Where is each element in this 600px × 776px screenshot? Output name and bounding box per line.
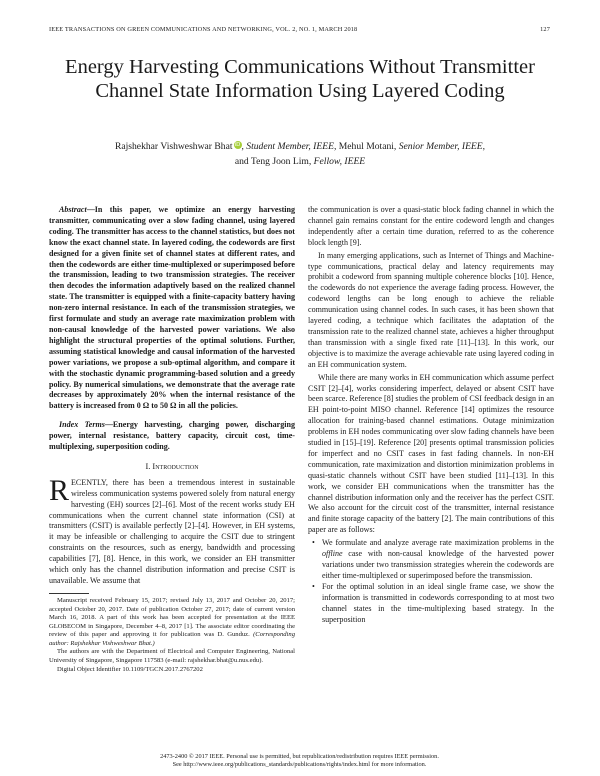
author-name: Teng Joon Lim, [248,156,312,167]
contribution-item [322,538,554,582]
emphasis-offline: offline [322,549,343,559]
copyright-footer [49,753,550,769]
page-number: 127 [540,26,550,33]
running-header [49,26,550,33]
index-terms [49,420,295,453]
section-title: Introduction [152,461,199,471]
abstract-text: —In this paper, we optimize an energy harvesting transmitter, communicating over a slow fading channel, using layered coding. The transmitter has access to the channel statistics, but does not know the exact channel state. In layered coding, the codewords are first designed for a given finite set of channel states at different rates, and then the codewords are either time-multiplexed or superimposed before the transmission, leading to two transmission strategies. The receiver then decodes the information adaptively based on the realized channel state. The transmitter is equipped with a finite-capacity battery having non-zero internal resistance. In each of the transmission strategies, we first formulate and study an average rate maximization problem with non-causal knowledge of the harvested power variations. We also highlight the structural properties of the optimal solutions. Further, assuming statistical knowledge and causal information of the harvested power variations, we propose a sub-optimal algorithm, and compare it with the stochastic dynamic programming-based solution and a greedy policy. By numerical simulations, we demonstrate that the average rate decreases by approximately 20% when the internal resistance of the battery is increased from 0 Ω to 50 Ω in all the policies. [49,205,295,411]
abstract-label: Abstract [59,205,87,214]
footnote-manuscript [49,597,295,649]
footnote-text: Manuscript received February 15, 2017; revised July 13, 2017 and October 20, 2017; accepted October 20, 2017. Date of publication October 27, 2017; date of current version March 16, 2018. A part of this work has been accepted for presentation at the IEEE GLOBECOM in Singapore, December 4–8, 2017 [1]. The associate editor coordinating the review of this paper and approving it for publication was D. Gunduz. [49,596,295,639]
author-name: Rajshekhar Vishweshwar Bhat [114,141,233,152]
index-terms-label: Index Terms [59,420,105,430]
section-heading-introduction [49,462,295,473]
intro-paragraph [49,473,295,587]
abstract [49,205,295,412]
orcid-icon[interactable]: iD [234,142,241,148]
left-column [49,205,295,674]
body-paragraph: In many emerging applications, such as Internet of Things and Machine-type communications, practical delay and latency requirements may prohibit a codeword from spanning multiple coherence blocks [10]. Hence, the codewords do not experience the average fading process. However, the codeword lengths can be long enough to achieve the reliable communication using channel codes. In such cases, it has been shown that layered coding, a technique which facilitates the adaptation of the transmission rate to the realized channel state, achieves a higher throughput than transmission with a single fixed rate [11]–[13]. In this work, our objective is to maximize the average achievable rate using layered coding in an EH communication system. [308,250,554,369]
copyright-line: 2473-2400 © 2017 IEEE. Personal use is permitted, but republication/redistribution requires IEEE permission. [160,753,439,760]
contributions-list [308,538,554,625]
journal-running-title: IEEE TRANSACTIONS ON GREEN COMMUNICATIONS AND NETWORKING, VOL. 2, NO. 1, MARCH 2018 [49,26,358,33]
contribution-text: case with non-causal knowledge of the harvested power variations under two transmission strategies wherein the codewords are either time-multiplexed or superimposed before the transmission. [322,549,554,580]
intro-lead-word: ECENTLY, [71,477,108,487]
drop-cap: R [49,473,70,507]
corresponding-author-note: (Corresponding author: Rajshekhar Vishweshwar Bhat.) [49,631,295,647]
contribution-text: We formulate and analyze average rate maximization problems in the [322,538,554,548]
rights-link-line[interactable]: See http://www.ieee.org/publications_standards/publications/rights/index.html for more information. [172,761,427,769]
body-paragraph: the communication is over a quasi-static block fading channel in which the channel gain remains constant for the entire codeword length and changes independently after a certain time duration, referred to as the coherence block length [9]. [308,205,554,247]
author-membership: Senior Member, IEEE, [396,141,486,152]
paper-title: Energy Harvesting Communications Without Transmitter Channel State Information Using Layered Coding [65,56,535,102]
author-conjunction: and [234,156,249,167]
author-name: Mehul Motani, [336,141,397,152]
footnote-doi[interactable]: Digital Object Identifier 10.1109/TGCN.2017.2767202 [57,665,203,673]
index-terms-text: —Energy harvesting, charging power, discharging power, internal resistance, battery capacity, circuit cost, time-multiplexing, superposition coding. [49,420,296,452]
intro-text: there has been a tremendous interest in sustainable wireless communication systems powered solely from natural energy harvesting (EH) sources [2]–[6]. Most of the recent works study EH communications when the current channel state information (CSI) at transmitters (CSIT) is available perfectly [2]–[4]. However, in EH systems, it may be infeasible or challenging to acquire the CSIT due to stringent constraints on the resources, such as energy, bandwidth and processing capabilities [7], [8]. Hence, in this work, we consider an EH transmitter which only has the channel distribution information and precise CSIT is unavailable. We assume that [49,477,295,585]
author-list [40,139,560,169]
contribution-text: For the optimal solution in an ideal single frame case, we show the information is transmitted in codewords corresponding to at most two channel states in the time-multiplexing based strategy. In the superposition [322,581,554,624]
section-numeral: I. [145,461,153,471]
right-column [308,205,554,625]
author-membership: , Student Member, IEEE, [241,141,337,152]
contribution-item [322,582,554,626]
footnote-affiliation: The authors are with the Department of Electrical and Computer Engineering, National University of Singapore, Singapore 117583 (e-mail: rajshekhar.bhat@u.nus.edu). [49,648,295,665]
body-paragraph: While there are many works in EH communication which assume perfect CSIT [2]–[4], works considering imperfect, delayed or absent CSIT have been scarce. Reference [8] studies the problem of CSI feedback design in an EH point-to-point MISO channel. Reference [14] optimizes the resource allocation for training-based channel estimations. Outage minimization problems in EH nodes communicating over slow fading channels have been studied in [15]–[19]. Reference [20] presents optimal transmission policies for imperfect and no CSIT cases in fast fading channels. In non-EH communication, rate maximization and distortion minimization problems in quasi-static channels without CSIT have been studied [11]–[13]. In this work, we consider EH communications when the transmitter has the channel distribution information only and the receiver has the perfect CSIT. We also account for the circuit cost of the transmitter, internal resistance and finite storage capacity of the battery [2]. The main contributions of this paper are as follows: [308,372,554,535]
footnote-divider [49,593,89,594]
author-membership: Fellow, IEEE [311,156,366,167]
